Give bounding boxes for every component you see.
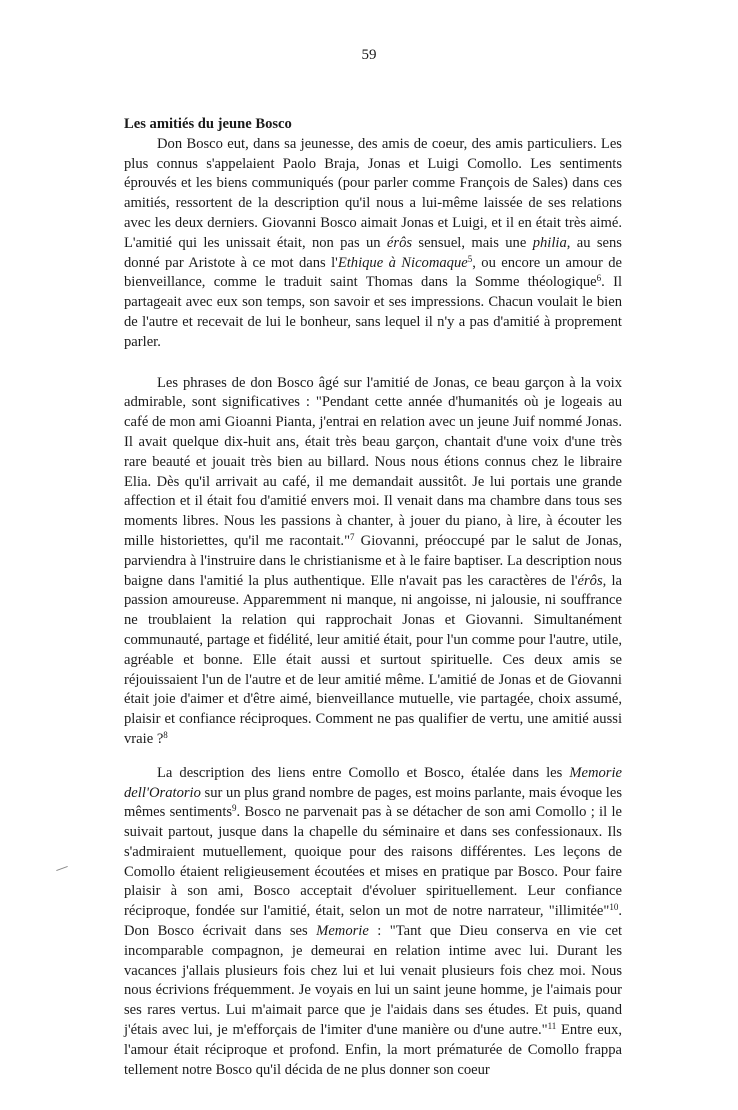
paragraph-1 [124, 135, 622, 353]
footnote-ref: 5 [467, 253, 473, 264]
footnote-ref: 8 [163, 729, 168, 740]
footnote-ref: 7 [350, 531, 355, 542]
paragraph-3 [124, 764, 622, 1081]
italic-text: Ethique à Nicomaque [337, 254, 468, 271]
text-run: sur un plus grand nombre de pages, est moins parlante, mais évoque les mêmes sentiments [124, 784, 623, 821]
text-run: . Don Bosco écrivait dans ses [124, 903, 622, 940]
body-text [124, 115, 622, 1080]
text-run: La description des liens entre Comollo et Bosco, étalée dans les [157, 764, 570, 781]
italic-text: érôs [386, 234, 413, 251]
text-run: . Bosco ne parvenait pas à se détacher de son ami Comollo ; il le suivait partout, jusque dans la chapelle du séminaire et dans ses confessionaux. Ils s'admiraient mutuellement, quoique pour des raisons différentes. Les leçons de Comollo étaient religieusement écoutées et mises en pratique par Bosco. Pour faire plaisir à son ami, Bosco acceptait d'évoluer spirituellement. Leur confiance réciproque, fondée sur l'amitié, était, selon un mot de notre narrateur, "illimitée" [124, 804, 622, 920]
footnote-ref: 6 [596, 273, 602, 284]
text-run: , ou encore un amour de bienveillance, comme le traduit saint Thomas dans la Somme théologique [124, 254, 622, 291]
text-run: Entre eux, l'amour était réciproque et profond. Enfin, la mort prématurée de Comollo frappa tellement notre Bosco qu'il décida de ne plus donner son coeur [124, 1022, 622, 1078]
footnote-ref: 10 [609, 902, 619, 913]
italic-text: Memorie [316, 923, 369, 940]
text-run: Don Bosco eut, dans sa jeunesse, des amis de coeur, des amis particuliers. Les plus connus s'appelaient Paolo Braja, Jonas et Luigi Comollo. Les sentiments éprouvés et les biens communiqués (pour parler comme François de Sales) dans ces amitiés, ressortent de la description qu'il nous a lui-même laissée de ses relations avec les deux derniers. Giovanni Bosco aimait Jonas et Luigi, et il en était très aimé. L'amitié qui les unissait était, non pas un [124, 135, 622, 251]
text-run: Giovanni, préoccupé par le salut de Jonas, parviendra à l'instruire dans le christianisme et à le faire baptiser. La description nous baigne dans l'amitié la plus authentique. Elle n'avait pas les caractères de l' [124, 532, 622, 589]
italic-text: philia [532, 234, 567, 251]
text-run: , la passion amoureuse. Apparemment ni manque, ni angoisse, ni jalousie, ni souffrance ne troublaient la relation qui rapprochait Jonas et Giovanni. Simultanément communauté, partage et fidélité, leur amitié était, pour l'un comme pour l'autre, utile, agréable et bonne. Elle était aussi et surtout spirituelle. Ces deux amis se réjouissaient l'un de l'autre et de leur amitié même. L'amitié de Jonas et de Giovanni était joie d'aimer et d'être aimé, bienveillance mutuelle, vie partagée, choix assumé, plaisir et confiance réciproques. Comment ne pas qualifier de vertu, une amitié aussi vraie ? [124, 572, 622, 747]
text-run: . Il partageait avec eux son temps, son savoir et ses impressions. Chacun voulait le bien de l'autre et recevait de lui le bonheur, sans lequel il n'y a pas d'amitié à proprement parler. [124, 274, 623, 350]
footnote-ref: 9 [232, 803, 237, 814]
page-number: 59 [361, 47, 377, 63]
text-run: Les phrases de don Bosco âgé sur l'amitié de Jonas, ce beau garçon à la voix admirable, sont significatives : "Pendant cette année d'humanités où je logeais au café de mon ami Gioanni Pianta, j'entrai en relation avec un jeune Juif nommé Jonas. Il avait quelque dix-huit ans, était très beau garçon, chantait d'une voix d'une très rare beauté et jouait très bien au billard. Nous nous étions connus chez le libraire Elia. Dès qu'il arrivait au café, il me demandait aussitôt. Je lui portais une grande affection et il était fou d'amitié envers moi. Il venait dans ma chambre dans tous ses moments libres. Nous les passions à chanter, à jouer du piano, à lire, à écouter les mille historiettes, qu'il me racontait." [124, 374, 622, 549]
italic-text: érôs [577, 572, 603, 589]
italic-text: Memorie dell'Oratorio [124, 764, 622, 801]
text-run: , au sens donné par Aristote à ce mot dans l' [124, 234, 622, 271]
text-run: sensuel, mais une [412, 234, 533, 251]
paragraph-2 [124, 374, 622, 750]
text-run: : "Tant que Dieu conserva en vie cet incomparable compagnon, je demeurai en relation intime avec lui. Durant les vacances j'allais plusieurs fois chez lui et lui venait plusieurs fois chez moi. Nous nous écrivions fréquemment. Je voyais en lui un saint jeune homme, je l'aimais pour ses rares vertus. Lui m'aimait parce que je l'aidais dans ses études. Et puis, quand j'étais avec lui, je m'efforçais de l'imiter d'une manière ou d'une autre." [124, 923, 622, 1039]
section-title: Les amitiés du jeune Bosco [124, 116, 292, 132]
footnote-ref: 11 [547, 1021, 557, 1032]
margin-mark [56, 866, 68, 871]
